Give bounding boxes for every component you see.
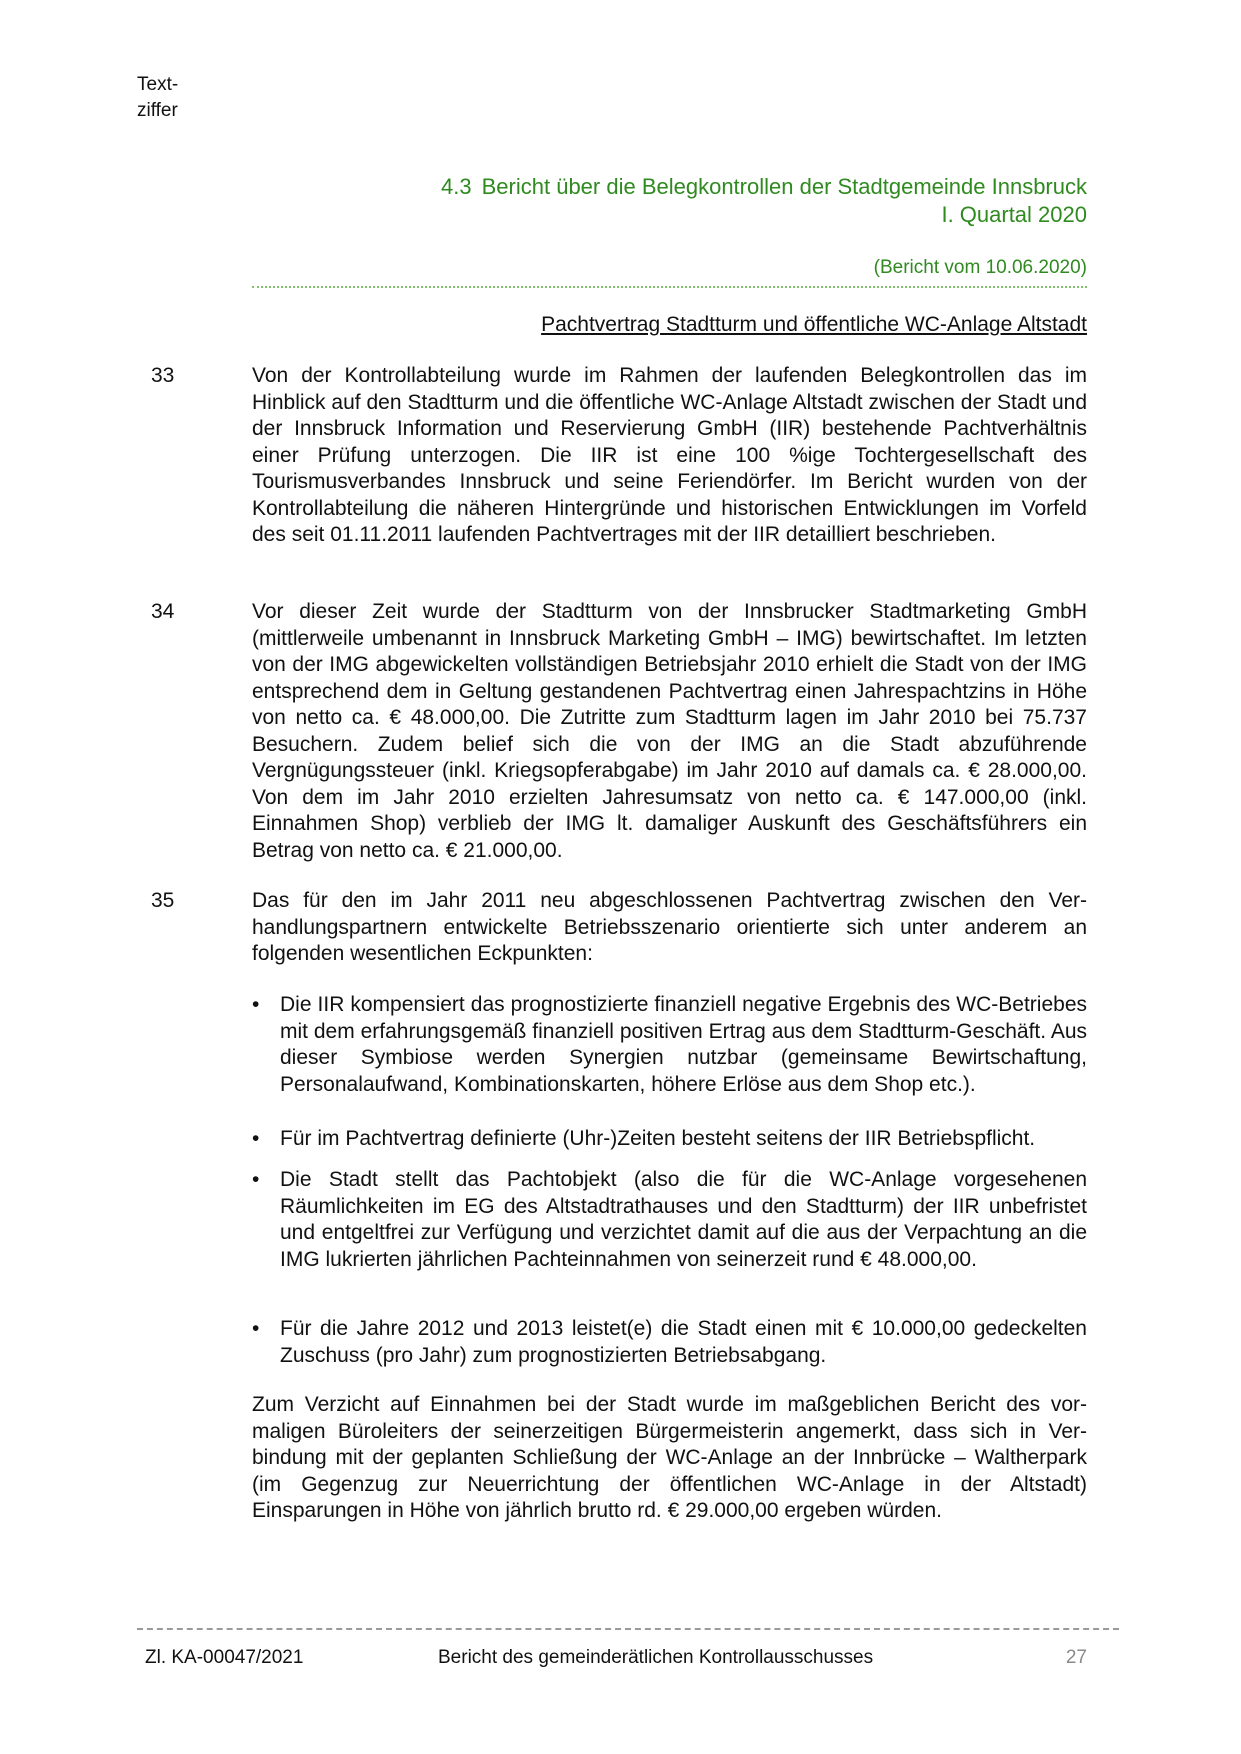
list-item [252, 1126, 1087, 1153]
subheading: Pachtvertrag Stadtturm und öffentliche WC-Anlage Altstadt [541, 313, 1087, 336]
bullet-text: Für im Pachtvertrag definierte (Uhr-)Zeiten besteht seitens der IIR Betriebspflicht. [280, 1127, 1036, 1150]
paragraph-33-text: Von der Kontrollabteilung wurde im Rahmen der laufenden Belegkontrollen das im Hinblick auf den Stadtturm und die öffentliche WC-Anlage Altstadt zwischen der Stadt und der Innsbruck Information und Reservierung GmbH (IIR) bestehende Pachtverhältnis einer Prüfung unterzogen. Die IIR ist eine 100 %ige Tochtergesellschaft des Tourismusverbandes Innsbruck und seine Feriendörfer. Im Bericht wurden von der Kontrollabteilung die näheren Hintergründe und historischen Entwicklungen im Vorfeld des seit 01.11.2011 laufenden Pachtvertrages mit der IIR detailliert beschrieben. [252, 364, 1087, 546]
list-item [252, 1167, 1087, 1273]
textziffer-label-line1: Text- [137, 74, 179, 95]
section-heading [441, 173, 1087, 229]
bullet-list [252, 1167, 1087, 1273]
bullet-text: Die IIR kompensiert das prognostizierte finanziell negative Ergebnis des WC-Betriebes mit dem erfahrungsgemäß finanziell positiven Ertrag aus dem Stadtturm-Geschäft. Aus dieser Symbiose werden Synergien nutzbar (gemeinsame Bewirtschaftung, Personalaufwand, Kombinationskarten, höhere Erlöse aus dem Shop etc.). [280, 993, 1087, 1096]
section-quarter: I. Quartal 2020 [941, 202, 1087, 227]
heading-divider [252, 286, 1087, 288]
paragraph-number-34: 34 [151, 600, 175, 623]
paragraph-35-bullets-2 [252, 1126, 1087, 1153]
paragraph-35-bullets-4 [252, 1316, 1087, 1369]
bullet-text: Für die Jahre 2012 und 2013 leistet(e) die Stadt einen mit € 10.000,00 gedeckelten Zuschuss (pro Jahr) zum prognostizierten Betriebsabgang. [280, 1317, 1087, 1367]
list-item [252, 992, 1087, 1098]
bullet-list [252, 1126, 1087, 1153]
paragraph-35 [252, 888, 1087, 968]
bullet-text: Die Stadt stellt das Pachtobjekt (also die für die WC-Anlage vorgesehenen Räumlichkeiten im EG des Altstadtrathauses und den Stadtturm) der IIR unbefristet und entgeltfrei zur Verfügung und verzichtet damit auf die aus der Verpachtung an die IMG lukrierten jährlichen Pachteinnahmen von seinerzeit rund € 48.000,00. [280, 1168, 1087, 1271]
bullet-icon: • [252, 1168, 260, 1191]
paragraph-34-text: Vor dieser Zeit wurde der Stadtturm von der Innsbrucker Stadtmarketing GmbH (mittlerweile umbenannt in Innsbruck Marketing GmbH – IMG) bewirtschaftet. Im letzten von der IMG abgewickelten vollständigen Betriebsjahr 2010 erhielt die Stadt von der IMG entsprechend dem in Geltung gestandenen Pachtvertrag einen Jahrespachtzins in Höhe von netto ca. € 48.000,00. Die Zutritte zum Stadtturm lagen im Jahr 2010 bei 75.737 Besuchern. Zudem belief sich die von der IMG an die Stadt abzuführende Vergnügungssteuer (inkl. Kriegsopferabgabe) im Jahr 2010 auf damals ca. € 28.000,00. Von dem im Jahr 2010 erzielten Jahresumsatz von netto ca. € 147.000,00 (inkl. Einnahmen Shop) verblieb der IMG lt. damaliger Auskunft des Geschäftsführers ein Betrag von netto ca. € 21.000,00. [252, 600, 1087, 862]
section-title-line [441, 173, 1087, 201]
paragraph-35-bullets [252, 992, 1087, 1098]
paragraph-number-35: 35 [151, 889, 175, 912]
paragraph-35-closing-text: Zum Verzicht auf Einnahmen bei der Stadt wurde im maßgeblichen Bericht des vormaligen Büroleiters der seinerzeitigen Bürgermeisterin angemerkt, dass sich in Verbindung mit der geplanten Schließung der WC-Anlage an der Innbrücke – Waltherpark (im Gegenzug zur Neuerrichtung der öffentlichen WC-Anlage in der Altstadt) Einsparungen in Höhe von jährlich brutto rd. € 29.000,00 ergeben würden. [252, 1393, 1087, 1522]
paragraph-34 [252, 599, 1087, 864]
textziffer-label [137, 72, 178, 124]
paragraph-35-bullets-3 [252, 1167, 1087, 1273]
list-item [252, 1316, 1087, 1369]
section-title: Bericht über die Belegkontrollen der Stadtgemeinde Innsbruck [481, 174, 1087, 199]
paragraph-33 [252, 363, 1087, 549]
paragraph-35-closing [252, 1392, 1087, 1525]
bullet-icon: • [252, 1127, 260, 1150]
bullet-icon: • [252, 993, 260, 1016]
bullet-list [252, 992, 1087, 1098]
bullet-list [252, 1316, 1087, 1369]
report-date: (Bericht vom 10.06.2020) [873, 257, 1087, 278]
section-number: 4.3 [441, 174, 472, 199]
paragraph-number-33: 33 [151, 364, 175, 387]
page-number: 27 [1065, 1647, 1087, 1668]
footer-reference: Zl. KA-00047/2021 [145, 1647, 304, 1668]
footer-title: Bericht des gemeinderätlichen Kontrollausschusses [438, 1647, 874, 1668]
paragraph-35-intro: Das für den im Jahr 2011 neu abgeschlossenen Pachtvertrag zwischen den Verhandlungspartnern entwickelte Betriebsszenario orientierte sich unter anderem an folgenden wesentlichen Eckpunkten: [252, 889, 1087, 965]
footer-divider [137, 1628, 1119, 1630]
bullet-icon: • [252, 1317, 260, 1340]
textziffer-label-line2: ziffer [137, 100, 178, 121]
